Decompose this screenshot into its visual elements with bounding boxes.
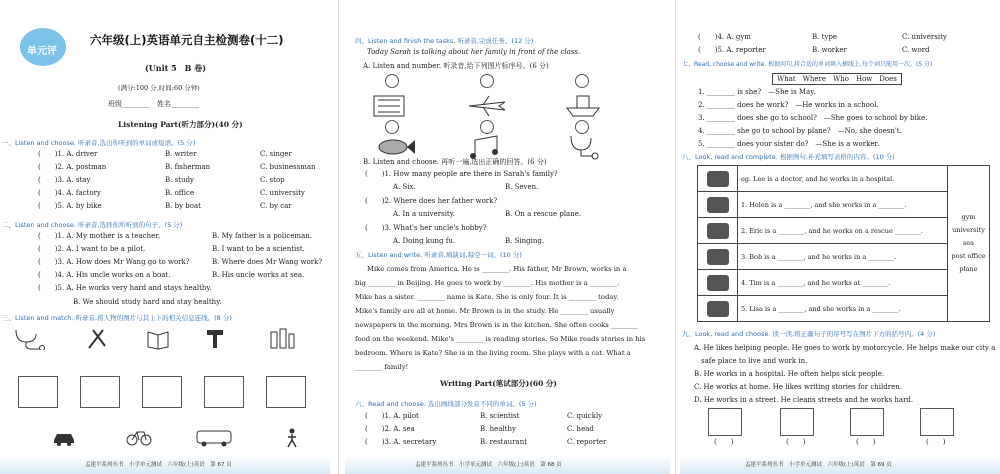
table-row [698,244,990,270]
qb-3-question: ( )3. What's her uncle's hobby? [365,224,487,232]
q2-2-option-b[interactable]: B. I want to be a scientist. [212,245,305,253]
drill-icon [205,326,225,350]
q9-option-line: D. He works in a street. He cleans streets and he works hard. [694,396,914,404]
music-picture-icon [467,134,507,160]
qb-1-question: ( )1. How many people are there in Sarah's family? [365,170,558,178]
q1-1-option-b[interactable]: B. writer [165,150,197,158]
section-2-heading: 二、Listen and choose. 听录音,选择你所听到的句子。(5 分) [2,221,183,229]
ship-picture-icon [563,90,603,118]
q1-3-option-b[interactable]: B. study [165,176,194,184]
q6-5-option-c[interactable]: C. word [902,46,930,54]
table-word: post office [951,252,986,260]
q2-5-option-b[interactable]: B. We should study hard and stay healthy. [73,298,222,306]
q2-2-option-a[interactable]: ( )2. A. I want to be a pilot. [38,245,146,253]
q1-2-option-b[interactable]: B. fisherman [165,163,211,171]
q2-4-option-b[interactable]: B. His uncle works at sea. [212,271,305,279]
qb-1-option-b[interactable]: B. Seven. [505,183,539,191]
section-1-heading: 一、Listen and choose. 听录音,选出你听到的单词或短语。(5 分) [2,139,196,147]
person-picture-1 [18,376,58,408]
q9-option-line: C. He works at home. He likes writing stories for children. [694,383,902,391]
stethoscope-picture-icon [567,134,601,160]
writing-header: Writing Part(笔试部分)(60 分) [440,379,557,388]
page-divider [338,0,339,474]
table-row [698,218,990,244]
q1-4-option-a[interactable]: ( )4. A. factory [38,189,101,197]
job-picture-icon [707,275,729,291]
qb-2-option-b[interactable]: B. On a rescue plane. [505,210,582,218]
table-word: university [952,226,985,234]
table-word: plane [959,265,978,273]
q7-1-sentence[interactable]: 1. ________ is she? —She is May. [698,88,816,96]
job-picture-cell [698,218,738,244]
q9-option-line: A. He likes helping people. He goes to work by motorcycle. He helps make our city a [694,344,996,352]
q1-5-option-c[interactable]: C. by car [260,202,292,210]
q1-1-option-c[interactable]: C. singer [260,150,292,158]
section-7-heading: 七、Read, choose and write. 根据问句,将合适的单词填入横线上,每个词只能用一次。(5 分) [682,61,933,68]
person-picture-5 [266,376,306,408]
task-a-heading: A. Listen and number. 听录音,给下列图片标序号。(6 分) [363,62,549,70]
section-3-heading: 三、Listen and match. 听录音,将人物的图片与其上下的相关信息连线。(8 分) [2,314,232,322]
q1-5-option-b[interactable]: B. by boat [165,202,201,210]
table-sentence[interactable]: 2. Eric is a ________, and he works on a rescue ________. [738,218,948,244]
q1-3-option-c[interactable]: C. stop [260,176,285,184]
bottles-icon [268,326,296,350]
person-picture-3 [142,376,182,408]
table-row [698,270,990,296]
q6-4-option-c[interactable]: C. university [902,33,947,41]
q6-2-option-b[interactable]: B. healthy [480,425,516,433]
table-word: sea [962,239,975,247]
table-word: gym [961,213,976,221]
q6-2-option-c[interactable]: C. head [567,425,594,433]
q6-3-option-b[interactable]: B. restaurant [480,438,528,446]
answer-bracket-3[interactable]: ( ) [856,438,876,446]
stethoscope-icon [12,328,48,350]
q1-1-option-a[interactable]: ( )1. A. driver [38,150,98,158]
passage-line: food on the weekend. Mike's ________ is reading stories. So Mike reads stories in his [355,335,646,343]
q6-1-option-b[interactable]: B. scientist [480,412,520,420]
passage-line: ________ family! [355,363,409,371]
q6-4-option-b[interactable]: B. type [812,33,837,41]
job-picture-icon [707,249,729,265]
word-bank: What Where Who How Does [772,73,902,85]
number-circle-1[interactable] [385,74,399,88]
passage-line: newspapers in the morning. Mrs Brown is in the kitchen. She often cooks ________ [355,321,639,329]
table-sentence[interactable]: 4. Tim is a ________, and he works at ________. [738,270,948,296]
page-67 [0,0,330,474]
writer-picture [780,408,814,436]
passage-line: Mike's family are all at home. Mr Brown is in the study. He ________ usually [355,307,615,315]
q6-5-option-b[interactable]: B. worker [812,46,847,54]
person-picture-2 [80,376,120,408]
page-divider [675,0,676,474]
number-circle-2[interactable] [480,74,494,88]
qb-2-question: ( )2. Where does her father work? [365,197,498,205]
table-row [698,166,990,192]
qb-2-option-a[interactable]: A. In a university. [393,210,455,218]
passage-line: bedroom. Where is Kate? She is in the living room. She plays with a cat. What a [355,349,631,357]
q7-2-sentence[interactable]: 2. ________ does he work? —He works in a school. [698,101,879,109]
number-circle-5[interactable] [480,120,494,134]
table-row [698,296,990,322]
page-footer: 孟建平系列丛书 小学单元测试 六年级(上)英语 第 68 页 [415,462,562,468]
job-table [697,165,990,322]
table-row [698,192,990,218]
q1-2-option-a[interactable]: ( )2. A. postman [38,163,107,171]
qb-3-option-a[interactable]: A. Doing kung fu. [393,237,456,245]
job-picture-icon [707,301,729,317]
page-68 [345,0,670,474]
task-b-heading: B. Listen and choose. 再听一遍,选出正确的回答。(6 分) [363,158,547,166]
number-circle-6[interactable] [575,120,589,134]
q6-2-option-a[interactable]: ( )2. A. sea [365,425,415,433]
exam-title: 六年级(上)英语单元自主检测卷(十二) [90,33,284,47]
q6-3-option-a[interactable]: ( )3. A. secretary [365,438,437,446]
policeman-picture [850,408,884,436]
table-sentence: eg. Lee is a doctor, and he works in a hospital. [738,166,948,192]
section-5-heading: 五、Listen and write. 听录音,填缺词,每空一词。(10 分) [355,251,522,259]
job-picture-cell [698,166,738,192]
job-picture-cell [698,192,738,218]
q7-5-sentence[interactable]: 5. ________ does your sister do? —She is a worker. [698,140,880,148]
tools-icon [85,326,109,350]
qb-3-option-b[interactable]: B. Singing. [505,237,545,245]
q2-1-option-b[interactable]: B. My father is a policeman. [212,232,312,240]
unit-test-logo: 单元评 [20,28,66,66]
q2-5-option-a[interactable]: ( )5. A. He works very hard and stays healthy. [38,284,212,292]
q9-option-line: B. He works in a hospital. He often helps sick people. [694,370,885,378]
exam-subtitle: (Unit 5 B 卷) [145,63,206,73]
q2-1-option-a[interactable]: ( )1. A. My mother is a teacher. [38,232,161,240]
passage-line: big ________ in Beijing. He goes to work by ________. His mother is a ________. [355,279,620,287]
section-4-heading: 四、Listen and finish the tasks. 听录音,完成任务。(12 分) [355,37,534,45]
page-footer: 孟建平系列丛书 小学单元测试 六年级(上)英语 第 69 页 [745,462,892,468]
q1-4-option-c[interactable]: C. university [260,189,305,197]
passage-line: Mike has a sister. ________ name is Kate. She is only four. It is ________ today. [355,293,619,301]
q6-3-option-c[interactable]: C. reporter [567,438,607,446]
section-9-heading: 九、Look, read and choose. 读一读,将正确句子的序号写在图片下方的括号内。(4 分) [682,330,936,338]
answer-bracket-4[interactable]: ( ) [926,438,946,446]
number-circle-3[interactable] [575,74,589,88]
table-sentence[interactable]: 5. Lisa is a ________, and she works in a ________. [738,296,948,322]
building-picture-icon [370,90,420,118]
section-8-heading: 八、Look, read and complete. 根据例句,补充填写表格的内容。(10 分) [682,153,895,161]
qb-1-option-a[interactable]: A. Six. [393,183,416,191]
job-picture-cell [698,296,738,322]
job-picture-icon [707,171,729,187]
person-picture-4 [204,376,244,408]
q6-1-option-c[interactable]: C. quickly [567,412,603,420]
job-picture-icon [707,223,729,239]
exam-meta: (满分:100 分,时间:60 分钟) [118,84,200,92]
fish-picture-icon [373,136,417,158]
q2-3-option-b[interactable]: B. Where does Mr Wang work? [212,258,323,266]
q1-5-option-a[interactable]: ( )5. A. by bike [38,202,102,210]
q7-3-sentence[interactable]: 3. ________ does she go to school? —She goes to school by bike. [698,114,928,122]
number-circle-4[interactable] [385,120,399,134]
q1-2-option-c[interactable]: C. businessman [260,163,316,171]
bicycle-icon [125,428,153,446]
word-list-cell [948,166,990,322]
answer-bracket-2[interactable]: ( ) [786,438,806,446]
plane-picture-icon [465,92,509,118]
page-69 [680,0,1000,474]
class-name-field[interactable]: 班级________ 姓名________ [108,100,199,108]
listening-header: Listening Part(听力部分)(40 分) [118,120,243,129]
book-pen-icon [145,326,171,350]
job-picture-cell [698,244,738,270]
table-sentence[interactable]: 3. Bob is a ________, and he works in a ________. [738,244,948,270]
q1-3-option-a[interactable]: ( )3. A. stay [38,176,91,184]
table-sentence[interactable]: 1. Helen is a ________, and she works in a ________. [738,192,948,218]
q6-5-option-a[interactable]: ( )5. A. reporter [698,46,766,54]
q6-4-option-a[interactable]: ( )4. A. gym [698,33,751,41]
walking-person-icon [282,428,302,448]
cleaner-picture [708,408,742,436]
page-footer: 孟建平系列丛书 小学单元测试 六年级(上)英语 第 67 页 [85,462,232,468]
q6-1-option-a[interactable]: ( )1. A. pilot [365,412,419,420]
car-icon [52,430,76,446]
section-4-intro: Today Sarah is talking about her family in front of the class. [367,48,581,56]
job-picture-cell [698,270,738,296]
q1-4-option-b[interactable]: B. office [165,189,195,197]
q2-3-option-a[interactable]: ( )3. A. How does Mr Wang go to work? [38,258,190,266]
section-6-heading: 六、Read and choose. 选出画线部分发音不同的单词。(5 分) [355,400,537,408]
job-picture-icon [707,197,729,213]
q7-4-sentence[interactable]: 4. ________ she go to school by plane? —No, she doesn't. [698,127,902,135]
doctor-picture [920,408,954,436]
q9-option-line: safe place to live and work in. [694,357,808,365]
answer-bracket-1[interactable]: ( ) [714,438,734,446]
q2-4-option-a[interactable]: ( )4. A. His uncle works on a boat. [38,271,171,279]
passage-line: Mike comes from America. He is ________. His father, Mr Brown, works in a [367,265,627,273]
bus-icon [195,428,233,448]
